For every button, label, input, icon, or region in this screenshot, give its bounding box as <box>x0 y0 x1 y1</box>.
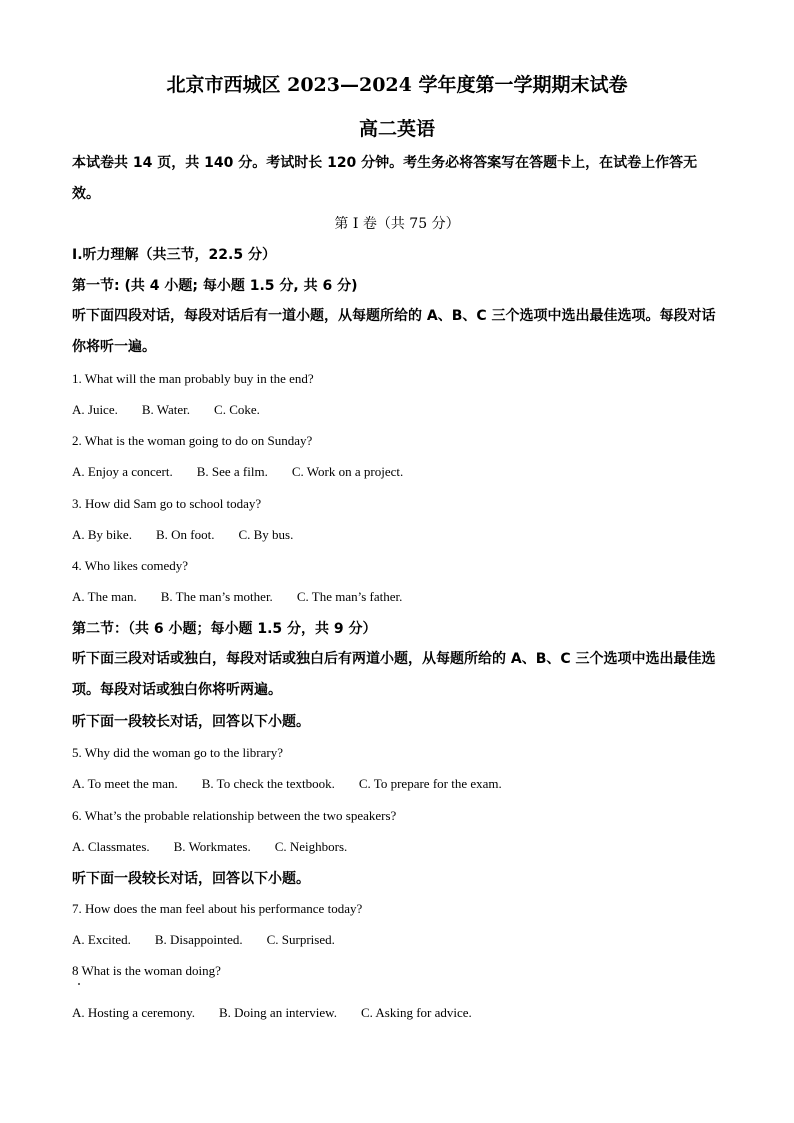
option-c: C. Coke. <box>214 402 260 417</box>
option-c: C. The man’s father. <box>296 589 403 604</box>
option-c: C. To prepare for the exam. <box>358 776 502 791</box>
option-a: A. To meet the man. <box>72 776 178 791</box>
question-stem: 3. How did Sam go to school today? <box>72 496 262 511</box>
option-b: B. The man’s mother. <box>160 589 273 604</box>
option-b: B. See a film. <box>196 464 268 479</box>
question-options <box>72 402 260 418</box>
question-stem: 2. What is the woman going to do on Sunday? <box>72 433 313 448</box>
option-c: C. Surprised. <box>266 932 335 947</box>
question-options <box>72 464 403 480</box>
option-a: A. The man. <box>72 589 137 604</box>
exam-subtitle: 高二英语 <box>358 118 435 140</box>
option-c: C. Neighbors. <box>274 839 348 854</box>
option-b: B. To check the textbook. <box>201 776 335 791</box>
option-c: C. Work on a project. <box>291 464 404 479</box>
option-a: A. Classmates. <box>72 839 150 854</box>
question-stem: 4. Who likes comedy? <box>72 558 189 573</box>
question-stem: 1. What will the man probably buy in the end? <box>72 371 314 386</box>
section-title: Ⅰ.听力理解（共三节，22.5 分） <box>72 247 276 263</box>
question-stem: 7. How does the man feel about his performance today? <box>72 901 363 916</box>
question-stem: 8 What is the woman doing? <box>72 963 221 978</box>
option-c: C. By bus. <box>238 527 294 542</box>
option-a: A. Juice. <box>72 402 118 417</box>
option-c: C. Asking for advice. <box>360 1005 472 1020</box>
part-heading: 第 I 卷（共 75 分） <box>334 216 460 232</box>
option-b: B. On foot. <box>155 527 215 542</box>
exam-intro: 本试卷共 14 页，共 140 分。考试时长 120 分钟。考生务必将答案写在答题卡上，在试卷上作答无效。 <box>72 155 698 202</box>
question-stem: 6. What’s the probable relationship between the two speakers? <box>72 808 397 823</box>
question-options <box>72 589 402 605</box>
option-a: A. Excited. <box>72 932 131 947</box>
subsection-2-instructions: 听下面三段对话或独白，每段对话或独白后有两道小题，从每题所给的 A、B、C 三个选项中选出最佳选项。每段对话或独白你将听两遍。 <box>72 651 716 698</box>
subsection-1-heading: 第一节: (共 4 小题; 每小题 1.5 分, 共 6 分) <box>72 278 358 294</box>
question-stem: 5. Why did the woman go to the library? <box>72 745 283 760</box>
question-options <box>72 839 347 855</box>
option-b: B. Disappointed. <box>154 932 243 947</box>
exam-title: 北京市西城区 2023—2024 学年度第一学期期末试卷 <box>166 74 628 96</box>
option-b: B. Water. <box>141 402 191 417</box>
option-a: A. Hosting a ceremony. <box>72 1005 195 1020</box>
question-options <box>72 527 293 543</box>
question-options <box>72 932 335 948</box>
dialog-label: 听下面一段较长对话，回答以下小题。 <box>72 714 310 730</box>
print-speck <box>78 983 80 985</box>
option-b: B. Doing an interview. <box>219 1005 337 1020</box>
option-a: A. Enjoy a concert. <box>72 464 173 479</box>
subsection-1-instructions: 听下面四段对话，每段对话后有一道小题，从每题所给的 A、B、C 三个选项中选出最佳选项。每段对话你将听一遍。 <box>72 308 716 355</box>
subsection-2-heading: 第二节：（共 6 小题；每小题 1.5 分，共 9 分） <box>72 621 377 637</box>
question-options <box>72 776 502 792</box>
option-a: A. By bike. <box>72 527 132 542</box>
dialog-label: 听下面一段较长对话，回答以下小题。 <box>72 871 310 887</box>
question-options <box>72 1005 472 1021</box>
option-b: B. Workmates. <box>173 839 251 854</box>
